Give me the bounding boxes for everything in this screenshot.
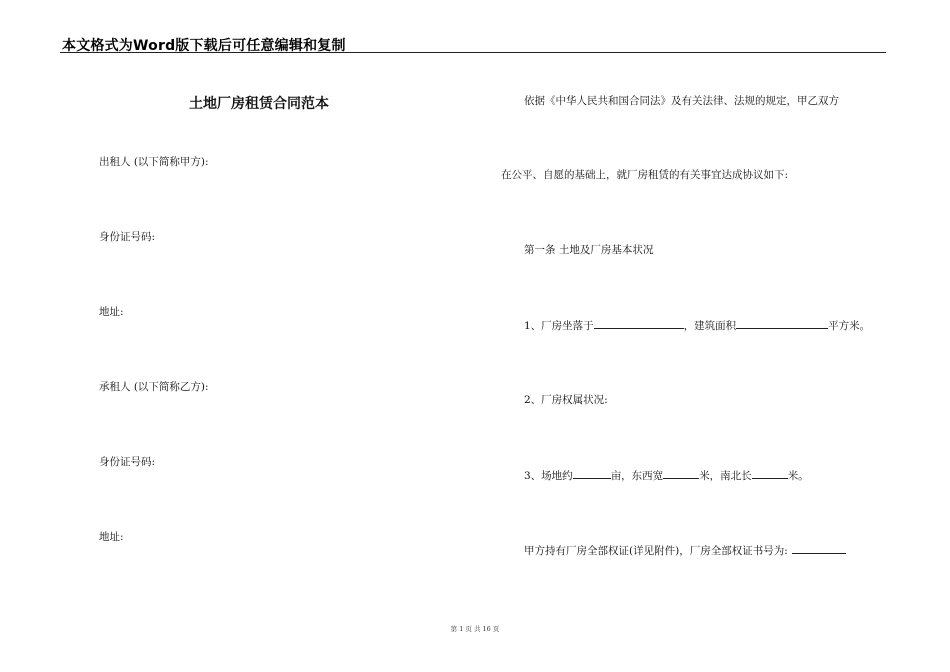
certificate-text: 甲方持有厂房全部权证(详见附件)，厂房全部权证书号为:	[524, 545, 788, 557]
certificate-number-blank	[792, 542, 846, 554]
lessor-label: 出租人 (以下简称甲方):	[99, 156, 209, 168]
lessee-id-label: 身份证号码:	[99, 456, 156, 468]
item-1-part-b: ，建筑面积	[683, 320, 737, 332]
article-1-heading: 第一条 土地及厂房基本状况	[524, 244, 654, 256]
header-divider	[60, 52, 886, 53]
item-1-part-a: 1、厂房坐落于	[524, 320, 594, 332]
lessee-address-label: 地址:	[99, 531, 124, 543]
item-2-ownership: 2、厂房权属状况:	[524, 394, 608, 406]
lessor-address-label: 地址:	[99, 306, 124, 318]
area-blank	[736, 317, 828, 329]
item-3-site-size	[524, 467, 809, 483]
document-title: 土地厂房租赁合同范本	[189, 96, 329, 112]
location-blank	[594, 317, 684, 329]
item-1-part-c: 平方米。	[828, 320, 871, 332]
lessee-label: 承租人 (以下简称乙方):	[99, 381, 209, 393]
item-3-part-c: 米，南北长	[699, 470, 752, 482]
intro-line-1: 依据《中华人民共和国合同法》及有关法律、法规的规定，甲乙双方	[524, 95, 839, 107]
certificate-line	[524, 542, 846, 558]
length-blank	[752, 467, 788, 479]
width-blank	[663, 467, 699, 479]
intro-line-2: 在公平、自愿的基础上，就厂房租赁的有关事宜达成协议如下:	[501, 169, 789, 181]
page-footer: 第 1 页 共 16 页	[450, 625, 500, 633]
item-1-factory-location	[524, 317, 870, 333]
lessor-id-label: 身份证号码:	[99, 231, 156, 243]
acreage-blank	[573, 467, 611, 479]
document-header: 本文格式为Word版下载后可任意编辑和复制	[62, 38, 346, 54]
item-3-part-d: 米。	[787, 470, 809, 482]
item-3-part-a: 3、场地约	[524, 470, 573, 482]
item-3-part-b: 亩，东西宽	[610, 470, 664, 482]
